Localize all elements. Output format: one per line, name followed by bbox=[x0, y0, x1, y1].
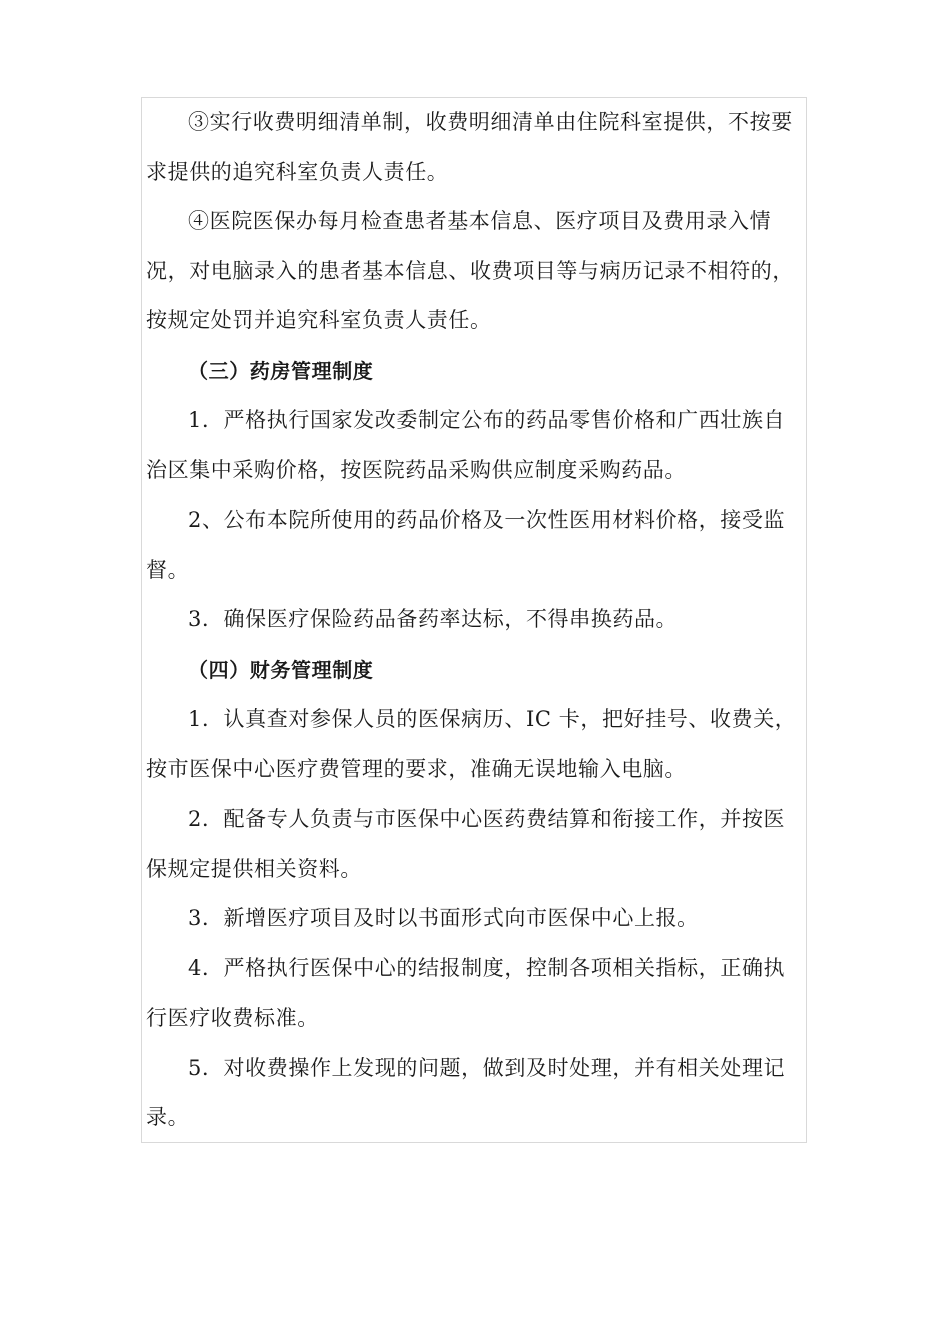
paragraph-line: 按市医保中心医疗费管理的要求，准确无误地输入电脑。 bbox=[146, 757, 686, 781]
paragraph-line: 3．确保医疗保险药品备药率达标，不得串换药品。 bbox=[188, 607, 678, 631]
paragraph-line: ③实行收费明细清单制，收费明细清单由住院科室提供，不按要 bbox=[188, 110, 793, 134]
paragraph-line: 保规定提供相关资料。 bbox=[146, 857, 362, 881]
paragraph-line: 况，对电脑录入的患者基本信息、收费项目等与病历记录不相符的， bbox=[146, 259, 794, 283]
paragraph-line: 5．对收费操作上发现的问题，做到及时处理，并有相关处理记 bbox=[188, 1056, 786, 1080]
paragraph-line: 按规定处罚并追究科室负责人责任。 bbox=[146, 308, 492, 332]
section-heading: （三）药房管理制度 bbox=[188, 359, 374, 383]
paragraph-line: 督。 bbox=[146, 558, 190, 582]
paragraph-line: 2、公布本院所使用的药品价格及一次性医用材料价格，接受监 bbox=[188, 508, 786, 532]
section-heading: （四）财务管理制度 bbox=[188, 658, 374, 682]
paragraph-line: ④医院医保办每月检查患者基本信息、医疗项目及费用录入情 bbox=[188, 209, 772, 233]
paragraph-line: 录。 bbox=[146, 1105, 190, 1129]
paragraph-line: 行医疗收费标准。 bbox=[146, 1006, 319, 1030]
paragraph-line: 治区集中采购价格，按医院药品采购供应制度采购药品。 bbox=[146, 458, 686, 482]
paragraph-line: 4．严格执行医保中心的结报制度，控制各项相关指标，正确执 bbox=[188, 956, 786, 980]
paragraph-line: 2．配备专人负责与市医保中心医药费结算和衔接工作，并按医 bbox=[188, 807, 786, 831]
paragraph-line: 1．认真查对参保人员的医保病历、IC 卡，把好挂号、收费关， bbox=[188, 707, 797, 731]
paragraph-line: 求提供的追究科室负责人责任。 bbox=[146, 160, 449, 184]
paragraph-line: 1．严格执行国家发改委制定公布的药品零售价格和广西壮族自 bbox=[188, 408, 786, 432]
document-text-frame bbox=[141, 97, 807, 1143]
paragraph-line: 3．新增医疗项目及时以书面形式向市医保中心上报。 bbox=[188, 906, 699, 930]
